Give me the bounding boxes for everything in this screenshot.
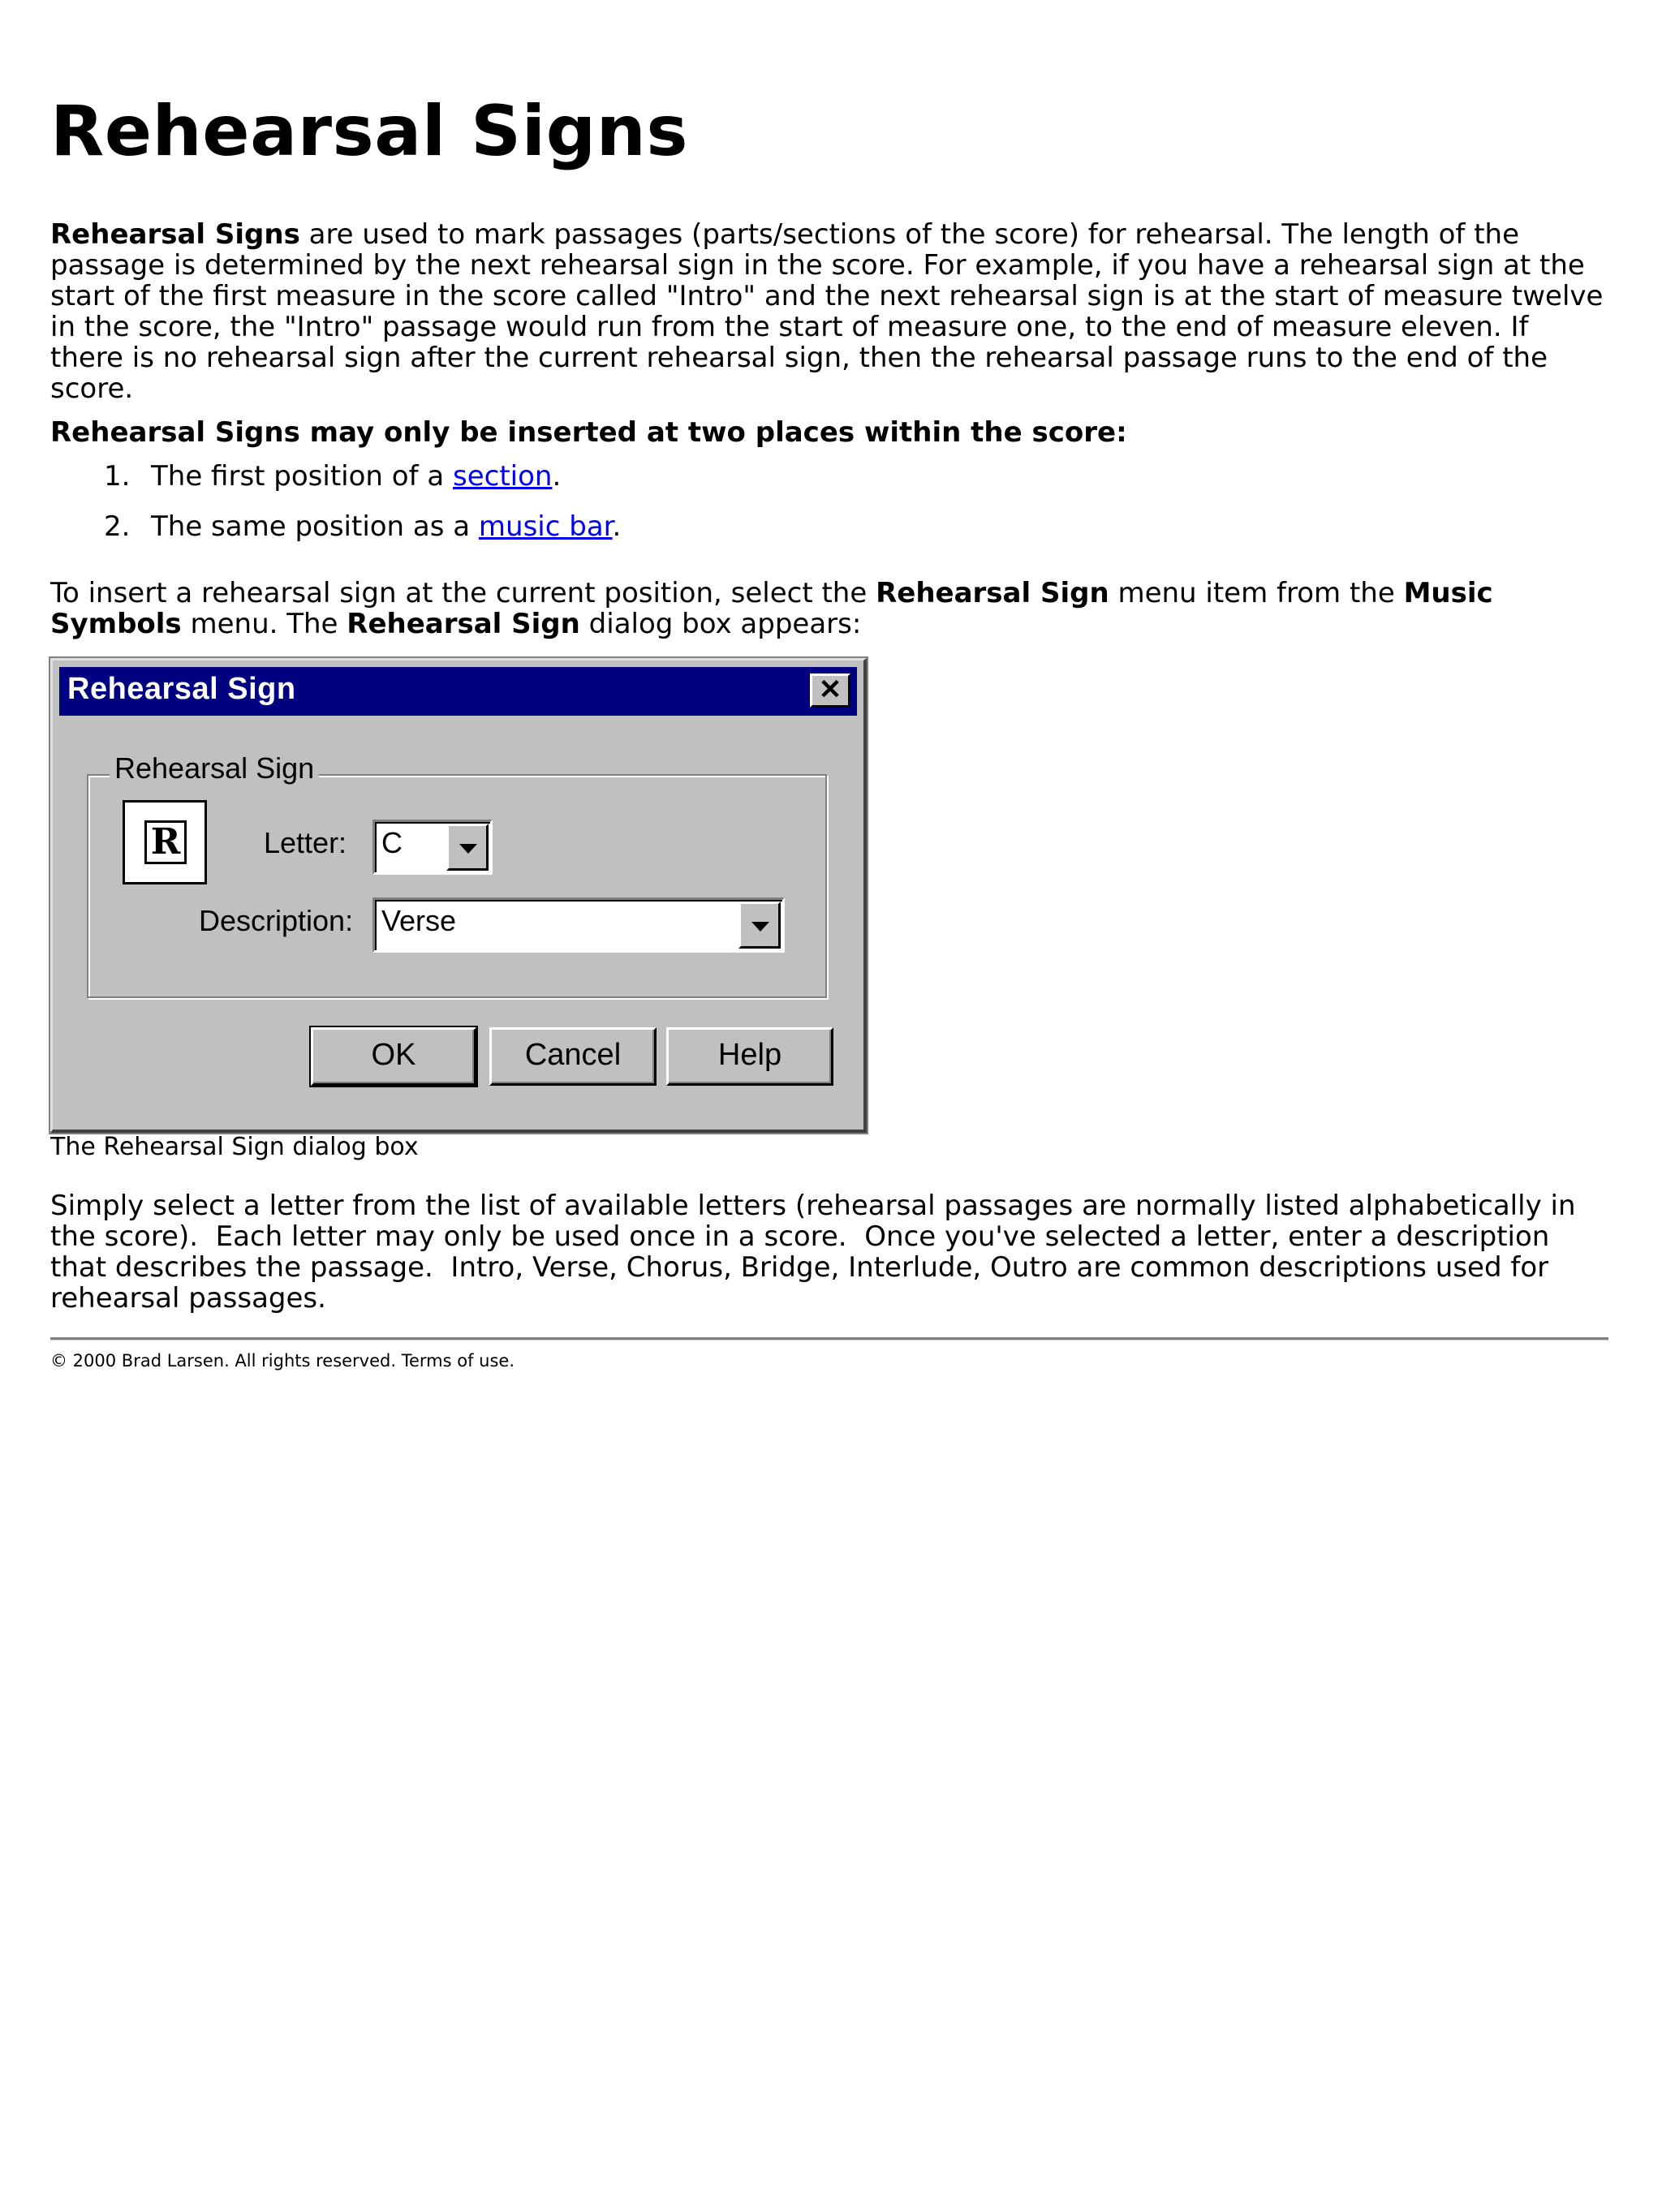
list-item-text: The same position as a (151, 510, 479, 543)
description-combobox[interactable] (372, 897, 785, 953)
cancel-button[interactable]: Cancel (489, 1027, 657, 1086)
divider (50, 1337, 1608, 1341)
r-boxed-icon: R (144, 820, 187, 864)
rehearsal-sign-dialog (50, 658, 867, 1133)
list-item-number: 2. (104, 510, 131, 543)
music-bar-link[interactable]: music bar (478, 510, 613, 543)
rehearsal-sign-dialog-name: Rehearsal Sign (347, 608, 580, 640)
closing-paragraph: Simply select a letter from the list of available letters (rehearsal passages are normally listed alphabetically in the score). Each letter may only be used once in a score. Once you've selected a letter, enter a description that describes the passage. Intro, Verse, Chorus, Bridge, Interlude, Outro are common descriptions used for rehearsal passages. (50, 1190, 1585, 1315)
letter-label: Letter: (264, 826, 347, 859)
description-label: Description: (199, 904, 354, 937)
section-link[interactable]: section (453, 460, 553, 493)
page-title: Rehearsal Signs (50, 91, 689, 172)
intro-paragraph (50, 219, 1608, 404)
insertion-places-list (50, 461, 621, 562)
letter-value: C (381, 826, 403, 859)
chevron-down-icon[interactable] (738, 902, 781, 949)
letter-dropdown[interactable] (372, 820, 493, 875)
list-item-punct: . (552, 460, 562, 493)
chevron-down-icon[interactable] (446, 824, 489, 871)
dialog-titlebar (59, 667, 857, 716)
rehearsal-sign-menu-item-name: Rehearsal Sign (876, 577, 1109, 609)
insert-text: menu. The (181, 608, 347, 640)
help-button[interactable]: Help (666, 1027, 833, 1086)
description-value: Verse (381, 904, 457, 937)
groupbox-label: Rehearsal Sign (110, 751, 319, 785)
insertion-rule-heading: Rehearsal Signs may only be inserted at two places within the score: (50, 416, 1127, 449)
intro-text: are used to mark passages (parts/sections of the score) for rehearsal. The length of the passage is determined by the next rehearsal sign in the score. For example, if you have a rehearsal sign at the start of the first measure in the score called "Intro" and the next rehearsal sign is at the start of measure twelve in the score, the "Intro" passage would run from the start of measure one, to the end of measure eleven. If there is no rehearsal sign after the current rehearsal sign, then the rehearsal passage runs to the end of the score. (50, 218, 1604, 405)
list-item (50, 461, 621, 511)
copyright-footer: © 2000 Brad Larsen. All rights reserved. Terms of use. (50, 1351, 515, 1371)
dialog-title: Rehearsal Sign (67, 672, 296, 706)
insert-text: To insert a rehearsal sign at the current position, select the (50, 577, 876, 609)
list-item-text: The first position of a (151, 460, 453, 493)
insert-instructions (50, 578, 1592, 639)
ok-button[interactable]: OK (311, 1027, 476, 1086)
intro-bold-lead: Rehearsal Signs (50, 218, 300, 251)
dialog-caption: The Rehearsal Sign dialog box (50, 1133, 419, 1161)
list-item-number: 1. (104, 460, 131, 493)
list-item (50, 511, 621, 562)
list-item-punct: . (612, 510, 622, 543)
insert-text: menu item from the (1109, 577, 1404, 609)
rehearsal-sign-icon (123, 800, 207, 884)
close-icon[interactable]: ✕ (810, 673, 850, 708)
insert-text: dialog box appears: (579, 608, 862, 640)
music-symbols-menu-name: Music Symbols (50, 577, 1493, 640)
rehearsal-sign-groupbox (87, 751, 827, 998)
